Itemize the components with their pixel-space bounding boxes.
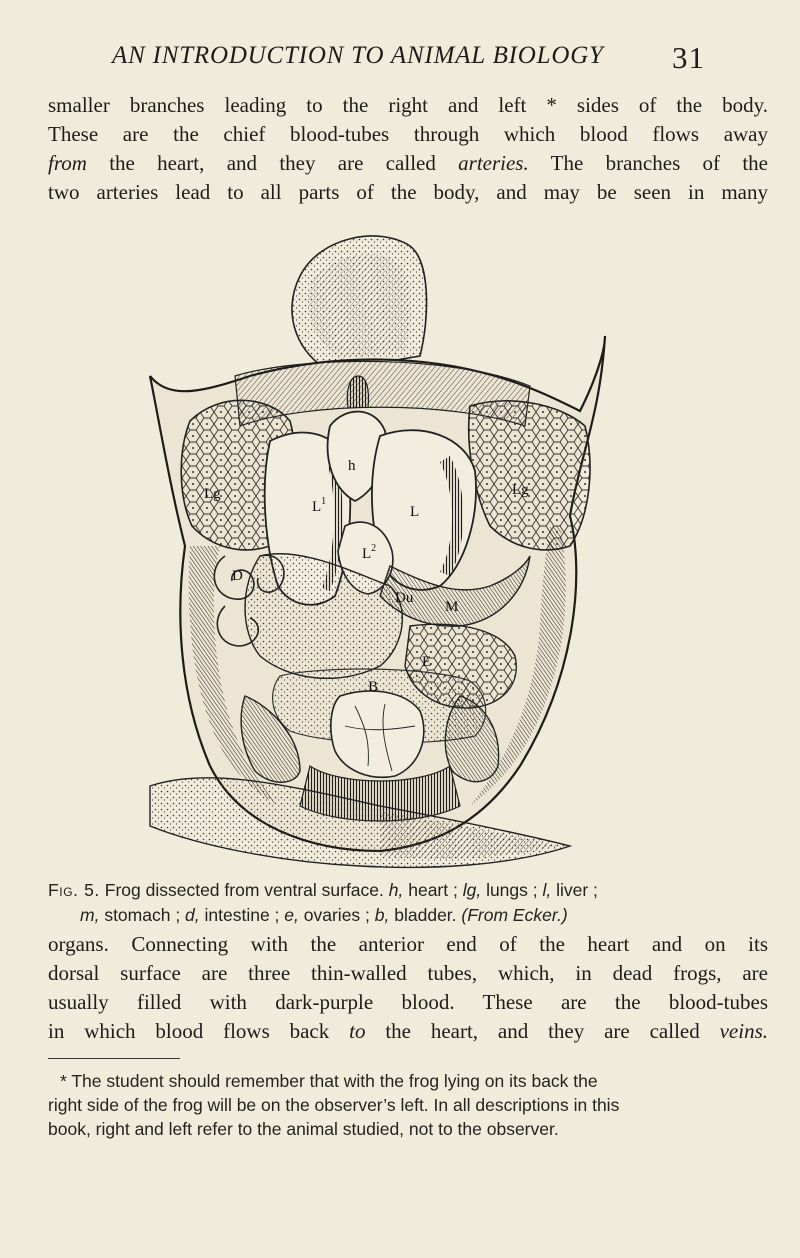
text-line: smaller branches leading to the right and left * sides of the body. xyxy=(48,93,768,117)
text-line xyxy=(48,1017,768,1046)
text-span: in which blood flows back xyxy=(48,1019,350,1043)
label-stomach: M xyxy=(445,599,459,615)
caption-source: (From Ecker.) xyxy=(461,905,568,925)
frog-dissection-illustration xyxy=(130,226,630,870)
label-text: L xyxy=(362,546,372,562)
figure-number: Fig. 5. xyxy=(48,880,100,900)
running-head xyxy=(112,40,712,80)
label-ovaries: E xyxy=(422,654,432,670)
caption-span: heart ; xyxy=(403,880,463,900)
emphasis-from: from xyxy=(48,151,87,175)
label-heart: h xyxy=(348,458,356,474)
label-liver-right: L xyxy=(410,504,420,520)
text-line: dorsal surface are three thin-walled tubes, which, in dead frogs, are xyxy=(48,961,768,985)
text-span: the heart, and they are called xyxy=(365,1019,720,1043)
label-lung-left: Lg xyxy=(204,486,221,502)
label-lung-right: Lg xyxy=(512,482,529,498)
footnote xyxy=(48,1069,768,1141)
label-text: L xyxy=(312,499,322,515)
caption-key: lg, xyxy=(462,880,482,900)
footnote-line: book, right and left refer to the animal studied, not to the observer. xyxy=(48,1119,559,1139)
caption-line xyxy=(48,878,768,903)
text-line: organs. Connecting with the anterior end of the heart and on its xyxy=(48,932,768,956)
footnote-line: * The student should remember that with the frog lying on its back the xyxy=(60,1071,598,1091)
figure-frog-dissection xyxy=(130,226,630,870)
text-line: two arteries lead to all parts of the body, and may be seen in many xyxy=(48,180,768,204)
caption-span: ovaries ; xyxy=(298,905,375,925)
emphasis-veins: veins. xyxy=(719,1019,769,1043)
heart-vessels xyxy=(347,376,368,408)
paragraph-veins xyxy=(48,930,768,1046)
text-span: The branches of the xyxy=(528,151,768,175)
head-hatch xyxy=(308,254,411,359)
figure-caption xyxy=(48,878,768,928)
caption-key: l, xyxy=(542,880,552,900)
caption-span: liver ; xyxy=(551,880,598,900)
caption-span: stomach ; xyxy=(99,905,186,925)
caption-key: d, xyxy=(185,905,200,925)
page-number: 31 xyxy=(672,40,705,75)
label-superscript: 1 xyxy=(321,496,327,507)
emphasis-arteries: arteries. xyxy=(458,151,529,175)
label-duodenum: Du xyxy=(395,590,414,606)
label-bladder: B xyxy=(368,679,379,695)
text-line: usually filled with dark-purple blood. These are the blood-tubes xyxy=(48,990,768,1014)
caption-span: intestine ; xyxy=(199,905,285,925)
text-span: the heart, and they are called xyxy=(86,151,459,175)
bladder xyxy=(331,691,424,777)
label-superscript: 2 xyxy=(371,543,377,554)
caption-span: Frog dissected from ventral surface. xyxy=(99,880,389,900)
caption-line xyxy=(48,903,768,928)
running-title: AN INTRODUCTION TO ANIMAL BIOLOGY xyxy=(112,42,604,69)
caption-key: h, xyxy=(388,880,404,900)
text-line: These are the chief blood-tubes through which blood flows away xyxy=(48,122,768,146)
caption-span: lungs ; xyxy=(481,880,543,900)
footnote-line: right side of the frog will be on the observer’s left. In all descriptions in this xyxy=(48,1095,620,1115)
caption-span: bladder. xyxy=(389,905,462,925)
emphasis-to: to xyxy=(349,1019,366,1043)
caption-key: e, xyxy=(284,905,299,925)
text-line xyxy=(48,149,768,178)
caption-key: b, xyxy=(374,905,390,925)
label-intestine: D xyxy=(232,568,243,584)
footnote-rule xyxy=(48,1058,180,1059)
caption-key: m, xyxy=(80,905,100,925)
paragraph-arteries xyxy=(48,91,768,207)
